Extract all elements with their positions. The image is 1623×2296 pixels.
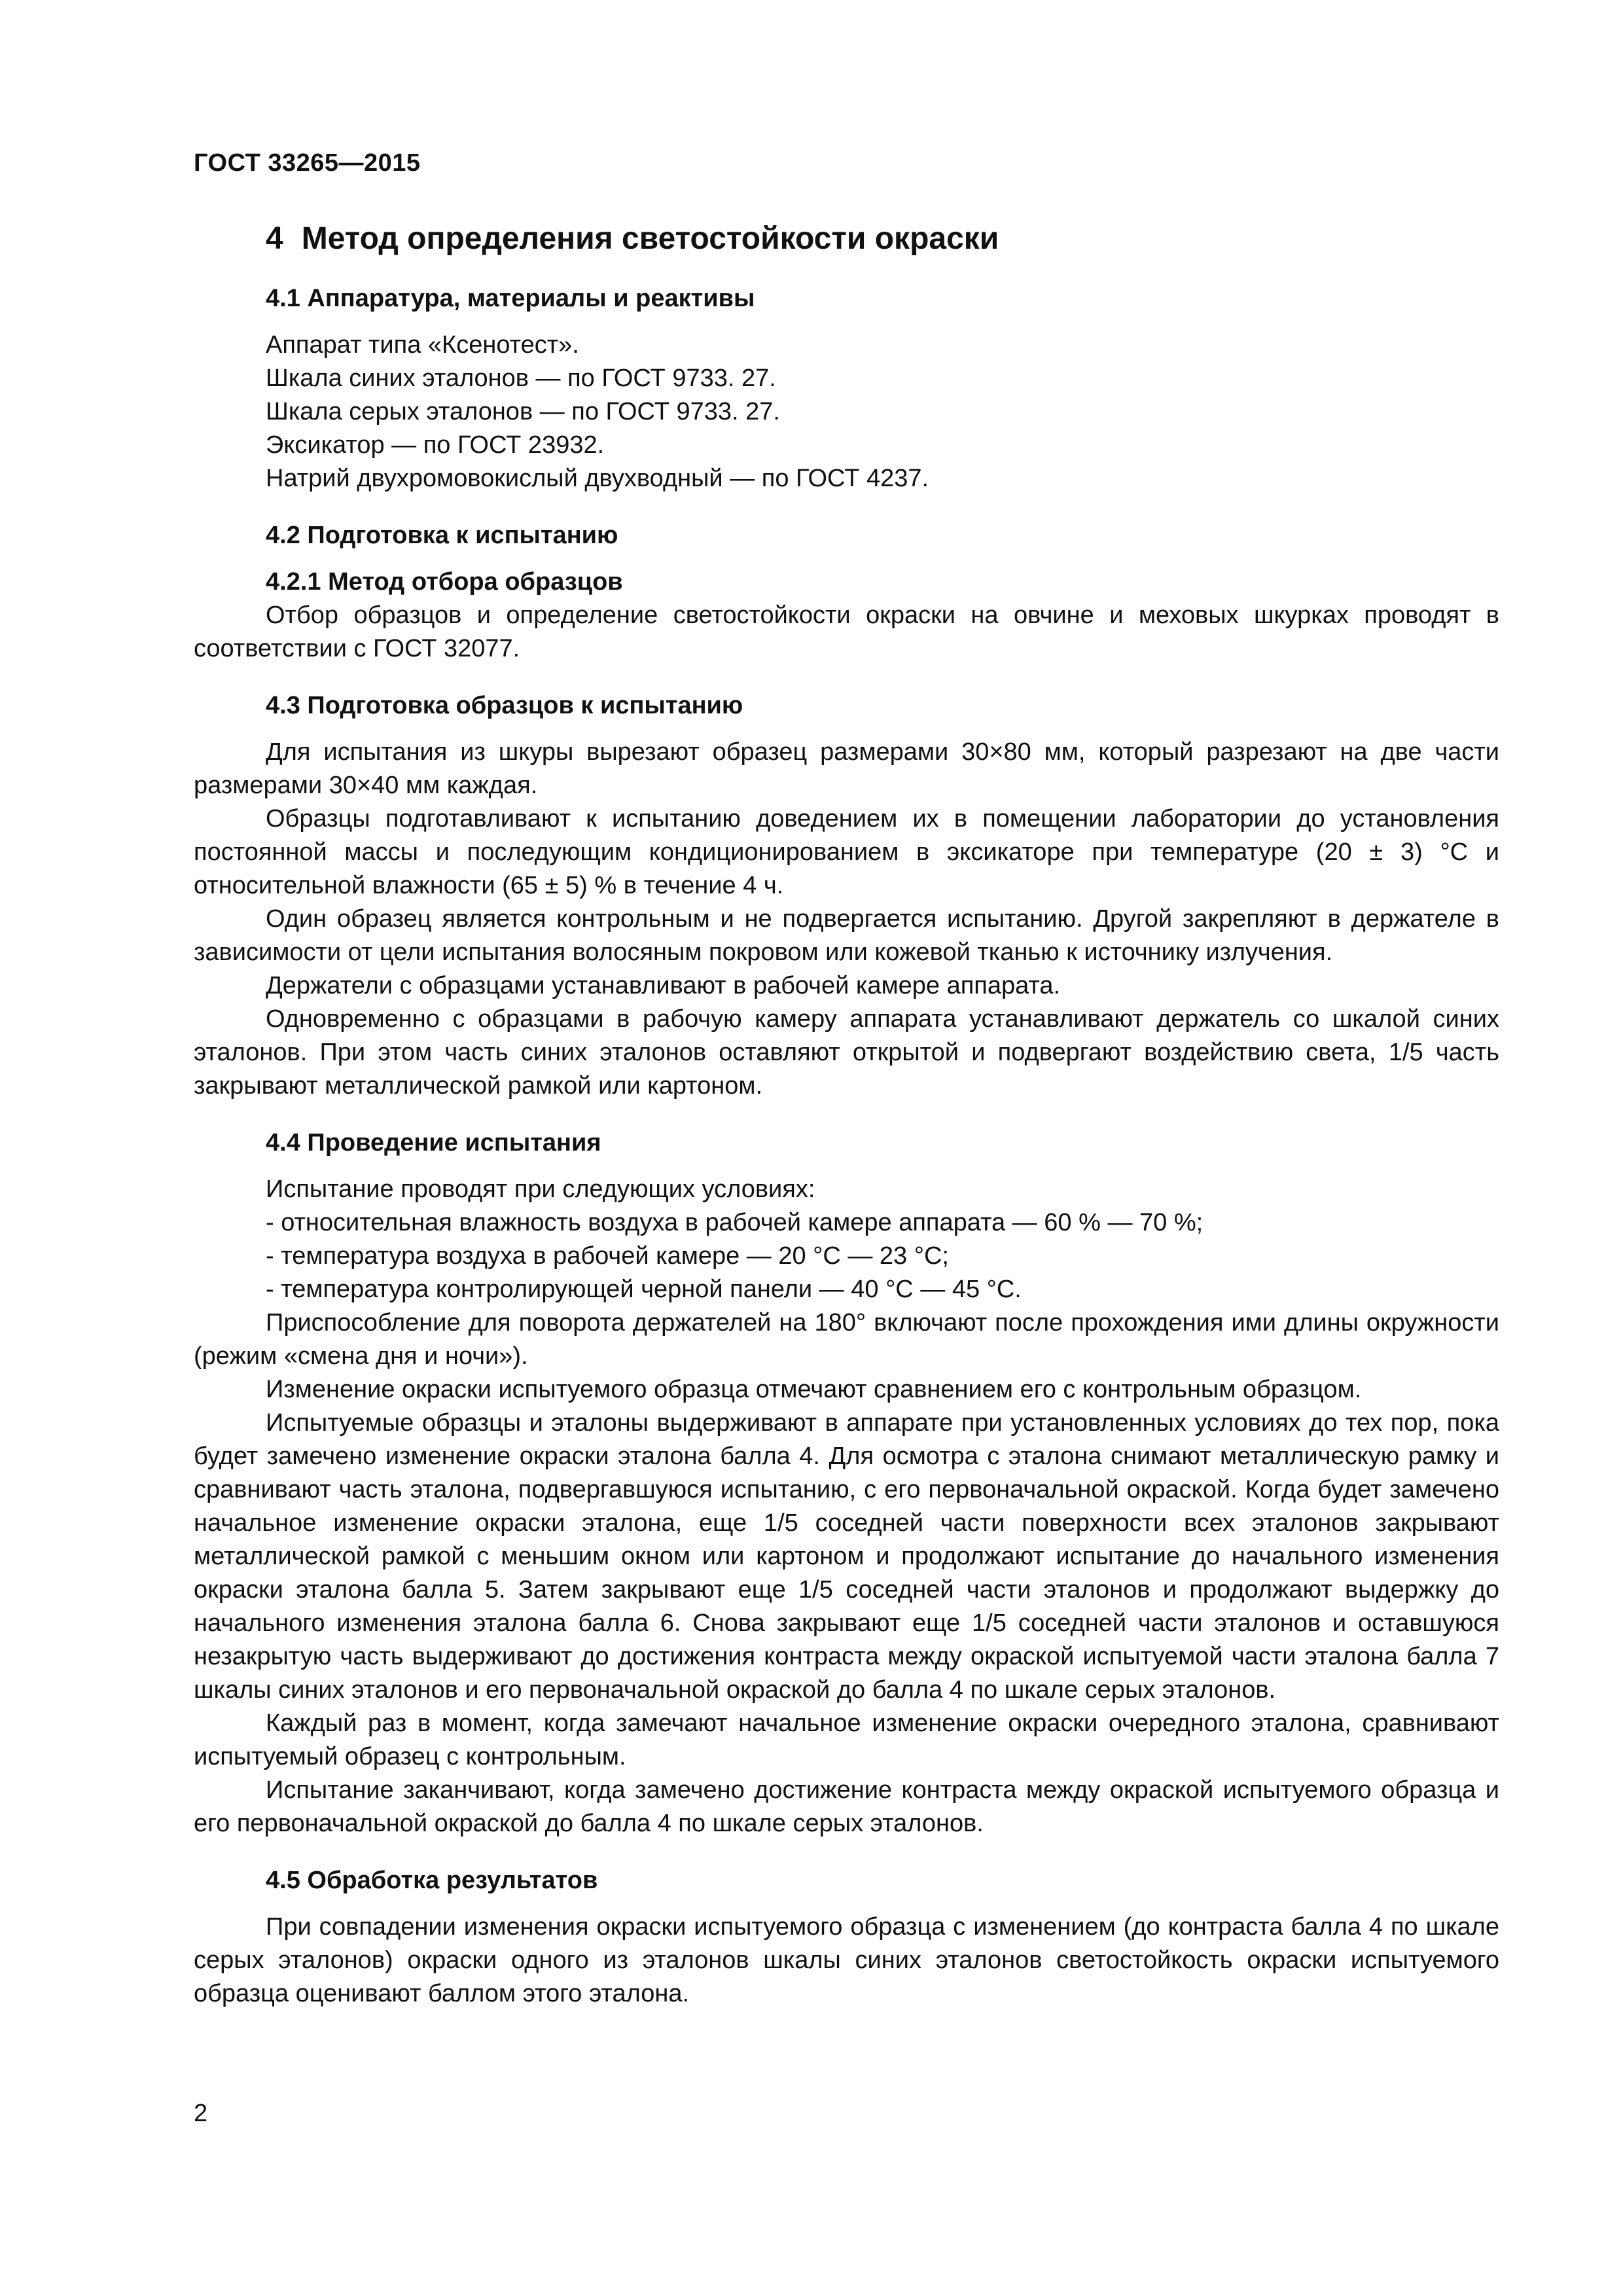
document-header: ГОСТ 33265—2015 xyxy=(194,149,421,177)
paragraph: Для испытания из шкуры вырезают образец размерами 30×80 мм, который разрезают на две части размерами 30×40 мм каждая. xyxy=(194,738,1499,799)
subsection-4-2 xyxy=(194,519,1499,666)
condition-item: - относительная влажность воздуха в рабочей камере аппарата — 60 % — 70 %; xyxy=(266,1209,1204,1236)
subsection-4-3 xyxy=(194,689,1499,1103)
paragraph: Отбор образцов и определение светостойкости окраски на овчине и меховых шкурках проводят в соответствии с ГОСТ 32077. xyxy=(194,601,1499,662)
paragraph: Каждый раз в момент, когда замечают начальное изменение окраски очередного эталона, сравнивают испытуемый образец с контрольным. xyxy=(194,1710,1499,1770)
section-title-text: Метод определения светостойкости окраски xyxy=(301,221,999,256)
condition-item: - температура контролирующей черной панели — 40 °С — 45 °С. xyxy=(266,1276,1022,1303)
equipment-item: Натрий двухромовокислый двухводный — по ГОСТ 4237. xyxy=(266,465,929,492)
paragraph: При совпадении изменения окраски испытуемого образца с изменением (до контраста балла 4 по шкале серых эталонов) окраски одного из эталонов шкалы синих эталонов светостойкость окраски испытуемого образца оценивают баллом этого эталона. xyxy=(194,1913,1499,2007)
paragraph: Держатели с образцами устанавливают в рабочей камере аппарата. xyxy=(266,972,1061,999)
subsection-title: 4.4 Проведение испытания xyxy=(266,1129,601,1157)
condition-item: - температура воздуха в рабочей камере — 20 °С — 23 °С; xyxy=(266,1242,949,1270)
equipment-item: Шкала серых эталонов — по ГОСТ 9733. 27. xyxy=(266,398,780,425)
subsection-title: 4.5 Обработка результатов xyxy=(266,1867,598,1894)
paragraph: Один образец является контрольным и не подвергается испытанию. Другой закрепляют в держателе в зависимости от цели испытания волосяным покровом или кожевой тканью к источнику излучения. xyxy=(194,905,1499,966)
equipment-item: Эксикатор — по ГОСТ 23932. xyxy=(266,431,605,459)
subsection-title: 4.1 Аппаратура, материалы и реактивы xyxy=(266,285,755,312)
subsection-title: 4.3 Подготовка образцов к испытанию xyxy=(266,692,743,719)
paragraph: Испытуемые образцы и эталоны выдерживают в аппарате при установленных условиях до тех пор, пока будет замечено изменение окраски эталона балла 4. Для осмотра с эталона снимают металлическую рамку и сравнивают часть эталона, подвергавшуюся испытанию, с его первоначальной окраской. Когда будет замечено начальное изменение окраски эталона, еще 1/5 соседней части поверхности всех эталонов закрывают металлической рамкой с меньшим окном или картоном и продолжают испытание до начального изменения окраски эталона балла 5. Затем закрывают еще 1/5 соседней части эталонов и продолжают выдержку до начального изменения эталона балла 6. Снова закрывают еще 1/5 соседней части эталонов и оставшуюся незакрытую часть выдерживают до достижения контраста между окраской испытуемой части эталона балла 7 шкалы синих эталонов и его первоначальной окраской до балла 4 по шкале серых эталонов. xyxy=(194,1409,1499,1704)
conditions-intro: Испытание проводят при следующих условиях: xyxy=(266,1175,815,1203)
subsubsection-title: 4.2.1 Метод отбора образцов xyxy=(266,568,623,596)
equipment-item: Шкала синих эталонов — по ГОСТ 9733. 27. xyxy=(266,365,776,392)
paragraph: Испытание заканчивают, когда замечено достижение контраста между окраской испытуемого образца и его первоначальной окраской до балла 4 по шкале серых эталонов. xyxy=(194,1776,1499,1837)
paragraph: Изменение окраски испытуемого образца отмечают сравнением его с контрольным образцом. xyxy=(266,1376,1362,1403)
equipment-item: Аппарат типа «Ксенотест». xyxy=(266,331,579,359)
subsection-4-4 xyxy=(194,1126,1499,1840)
paragraph: Приспособление для поворота держателей на 180° включают после прохождения ими длины окружности (режим «смена дня и ночи»). xyxy=(194,1309,1499,1370)
paragraph: Образцы подготавливают к испытанию доведением их в помещении лаборатории до установления постоянной массы и последующим кондиционированием в эксикаторе при температуре (20 ± 3) °С и относительной влажности (65 ± 5) % в течение 4 ч. xyxy=(194,805,1499,899)
subsection-title: 4.2 Подготовка к испытанию xyxy=(266,522,618,549)
subsection-4-1 xyxy=(194,282,1499,495)
paragraph: Одновременно с образцами в рабочую камеру аппарата устанавливают держатель со шкалой синих эталонов. При этом часть синих эталонов оставляют открытой и подвергают воздействию света, 1/5 часть закрывают металлической рамкой или картоном. xyxy=(194,1005,1499,1100)
section-number: 4 xyxy=(266,221,283,256)
section-title xyxy=(266,219,1499,259)
document-body xyxy=(194,219,1499,2034)
subsection-4-5 xyxy=(194,1864,1499,2011)
page-number: 2 xyxy=(194,2100,208,2127)
